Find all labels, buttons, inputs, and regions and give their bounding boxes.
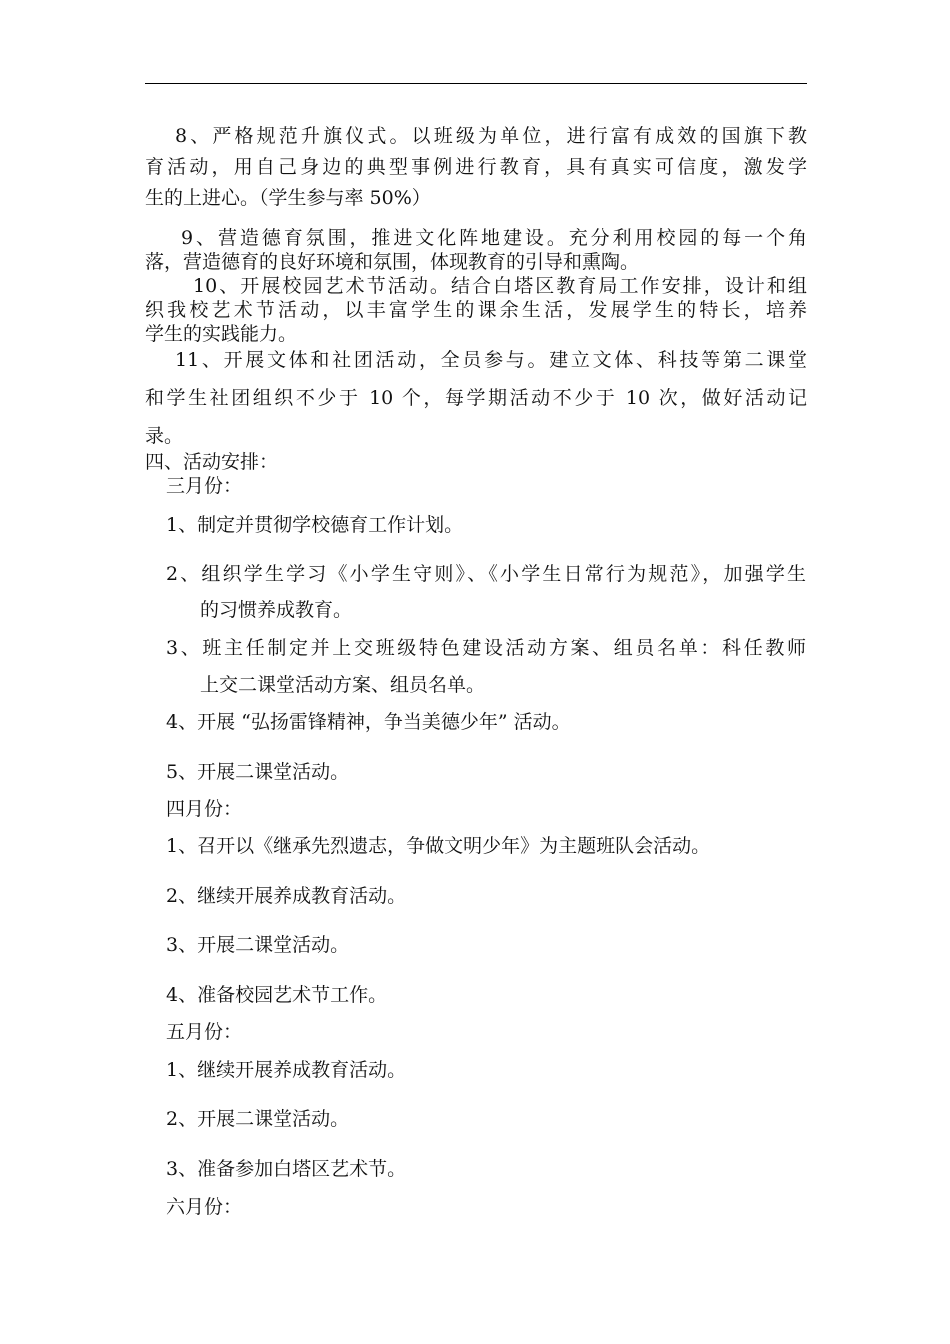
april-item-1: 1、召开以《继承先烈遗志，争做文明少年》为主题班队会活动。 bbox=[166, 835, 711, 857]
month-title-april: 四月份： bbox=[166, 798, 243, 820]
paragraph-11-line-2: 和学生社团组织不少于 10 个，每学期活动不少于 10 次，做好活动记 bbox=[145, 387, 807, 409]
paragraph-9-line-1: 9、营造德育氛围，推进文化阵地建设。充分利用校园的每一个角 bbox=[181, 227, 807, 249]
paragraph-9-line-2: 落，营造德育的良好环境和氛围，体现教育的引导和熏陶。 bbox=[145, 251, 640, 273]
paragraph-11-line-3: 录。 bbox=[145, 425, 184, 447]
paragraph-8-line-2: 育活动，用自己身边的典型事例进行教育，具有真实可信度，激发学 bbox=[145, 156, 807, 178]
march-item-2-continued: 的习惯养成教育。 bbox=[200, 599, 353, 621]
paragraph-8-line-3: 生的上进心。（学生参与率 50%） bbox=[145, 187, 431, 209]
header-rule bbox=[145, 83, 807, 84]
march-item-1: 1、制定并贯彻学校德育工作计划。 bbox=[166, 514, 464, 536]
section-heading: 四、活动安排： bbox=[145, 451, 279, 473]
march-item-5: 5、开展二课堂活动。 bbox=[166, 761, 350, 783]
may-item-2: 2、开展二课堂活动。 bbox=[166, 1108, 350, 1130]
march-item-3-continued: 上交二课堂活动方案、组员名单。 bbox=[200, 674, 486, 696]
paragraph-10-line-3: 学生的实践能力。 bbox=[145, 323, 298, 345]
may-item-1: 1、继续开展养成教育活动。 bbox=[166, 1059, 407, 1081]
april-item-4: 4、准备校园艺术节工作。 bbox=[166, 984, 388, 1006]
month-title-march: 三月份： bbox=[166, 475, 243, 497]
april-item-2: 2、继续开展养成教育活动。 bbox=[166, 885, 407, 907]
paragraph-11-line-1: 11、开展文体和社团活动，全员参与。建立文体、科技等第二课堂 bbox=[175, 349, 807, 371]
march-item-3: 3、班主任制定并上交班级特色建设活动方案、组员名单：科任教师 bbox=[166, 637, 806, 659]
paragraph-8-line-1: 8、严格规范升旗仪式。以班级为单位，进行富有成效的国旗下教 bbox=[175, 125, 807, 147]
march-item-2: 2、组织学生学习《小学生守则》、《小学生日常行为规范》，加强学生 bbox=[166, 563, 806, 585]
month-title-june: 六月份： bbox=[166, 1196, 243, 1218]
paragraph-10-line-2: 织我校艺术节活动，以丰富学生的课余生活，发展学生的特长，培养 bbox=[145, 299, 807, 321]
month-title-may: 五月份： bbox=[166, 1021, 243, 1043]
april-item-3: 3、开展二课堂活动。 bbox=[166, 934, 350, 956]
may-item-3: 3、准备参加白塔区艺术节。 bbox=[166, 1158, 407, 1180]
march-item-4: 4、开展 “弘扬雷锋精神，争当美德少年” 活动。 bbox=[166, 711, 571, 733]
paragraph-10-line-1: 10、开展校园艺术节活动。结合白塔区教育局工作安排，设计和组 bbox=[193, 275, 807, 297]
